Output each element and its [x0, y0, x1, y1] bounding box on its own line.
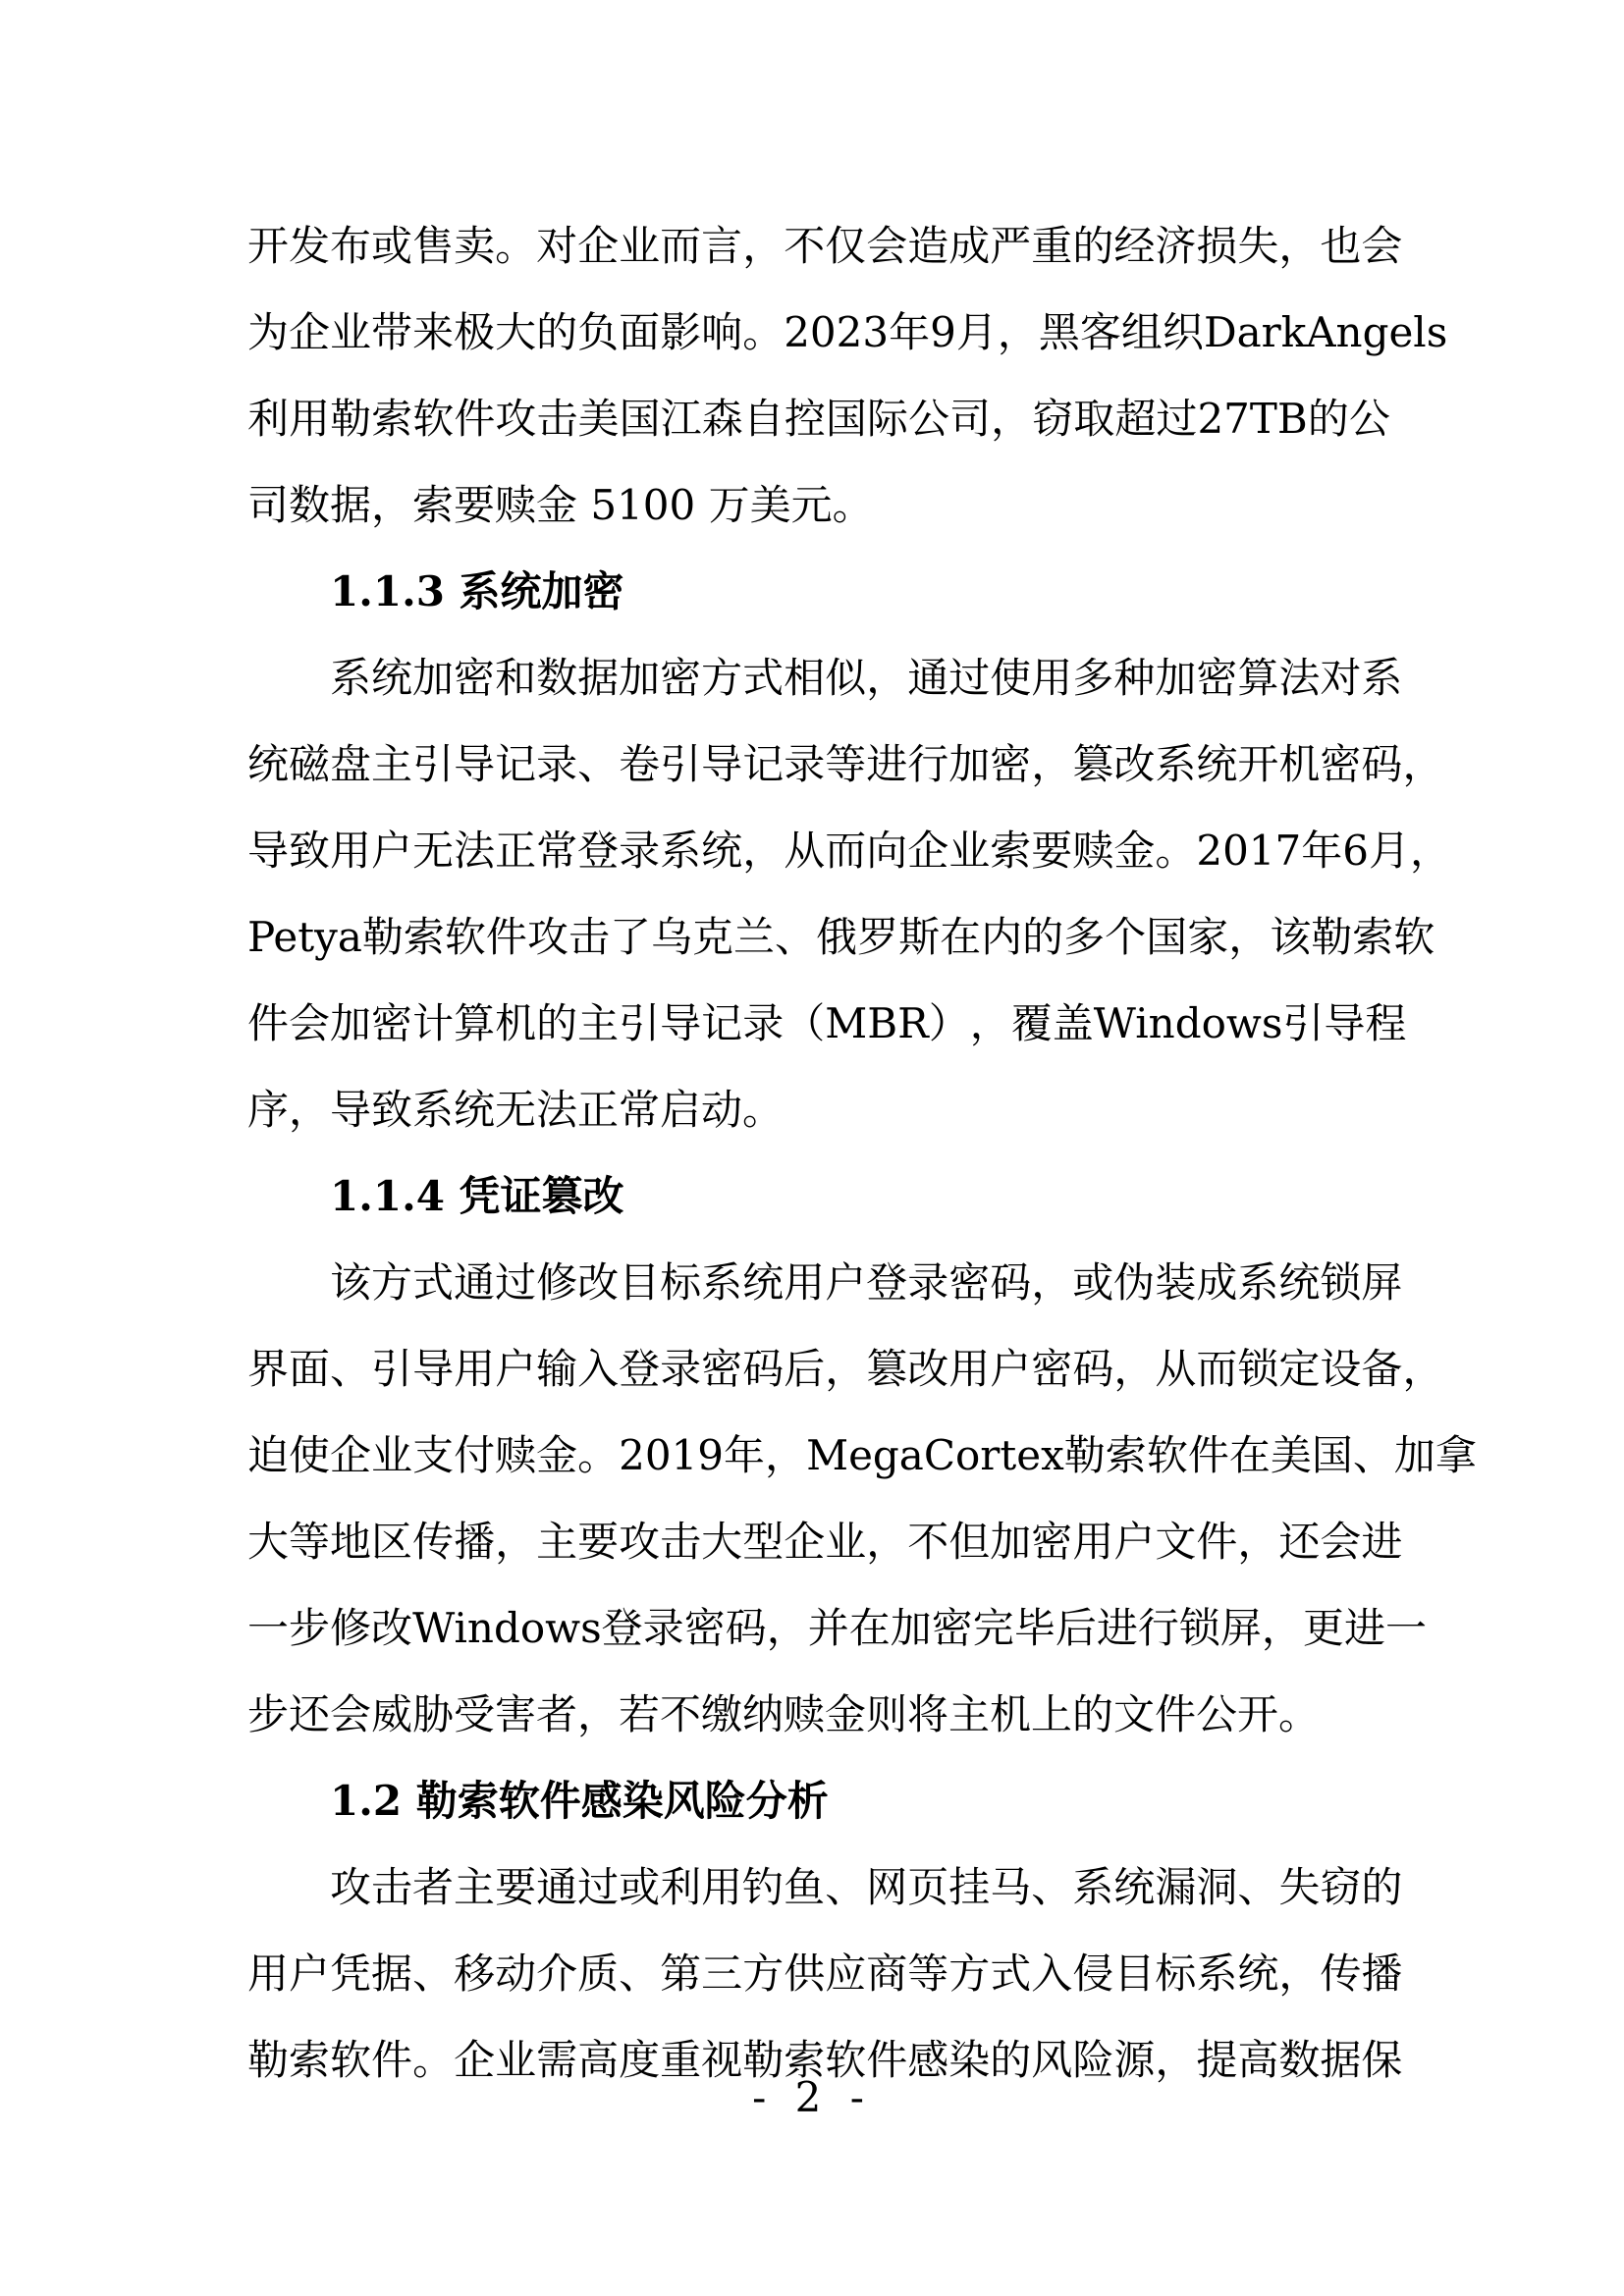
paragraph-line: 攻 击 者 主 要 通 过 或 利 用 钓 鱼 、 网 页 挂 马 、 系 统 漏 洞 、 失 窃 的 — [330, 1863, 1403, 1911]
paragraph-line: 件 会 加 密 计 算 机 的 主 引 导 记 录 （ MBR ） ， 覆 盖 Windows 引 导 程 — [247, 999, 1407, 1047]
paragraph-line: 系 统 加 密 和 数 据 加 密 方 式 相 似 ， 通 过 使 用 多 种 加 密 算 法 对 系 — [330, 654, 1403, 702]
section-heading: 1.1.4 凭证篡改 — [330, 1172, 624, 1220]
paragraph-line: 勒 索 软 件 。 企 业 需 高 度 重 视 勒 索 软 件 感 染 的 风 险 源 ， 提 高 数 据 保 — [247, 2036, 1403, 2084]
page-number: - 2 - — [752, 2073, 872, 2121]
paragraph-line: 一 步 修 改 Windows 登 录 密 码 ， 并 在 加 密 完 毕 后 进 行 锁 屏 ， 更 进 一 — [247, 1604, 1427, 1652]
paragraph-line: 序，导致系统无法正常启动。 — [247, 1086, 785, 1134]
paragraph-line: 用 户 凭 据 、 移 动 介 质 、 第 三 方 供 应 商 等 方 式 入 侵 目 标 系 统 ， 传 播 — [247, 1949, 1403, 1998]
paragraph-line: 大 等 地 区 传 播 ， 主 要 攻 击 大 型 企 业 ， 不 但 加 密 用 户 文 件 ， 还 会 进 — [247, 1518, 1403, 1566]
paragraph-line: 开 发 布 或 售 卖 。 对 企 业 而 言 ， 不 仅 会 造 成 严 重 的 经 济 损 失 ， 也 会 — [247, 222, 1403, 270]
paragraph-line: Petya 勒 索 软 件 攻 击 了 乌 克 兰 、 俄 罗 斯 在 内 的 多 个 国 家 ， 该 勒 索 软 — [247, 913, 1435, 961]
paragraph-line: 利 用 勒 索 软 件 攻 击 美 国 江 森 自 控 国 际 公 司 ， 窃 取 超 过 27TB 的 公 — [247, 395, 1390, 443]
section-heading: 1.1.3 系统加密 — [330, 567, 624, 615]
paragraph-line: 为 企 业 带 来 极 大 的 负 面 影 响 。 2023 年 9 月 ， 黑 客 组 织 Dark Angels — [247, 308, 1448, 356]
paragraph-line: 界 面 、 引 导 用 户 输 入 登 录 密 码 后 ， 篡 改 用 户 密 码 ， 从 而 锁 定 设 备 ， — [247, 1345, 1444, 1393]
document-body — [247, 203, 1477, 2104]
paragraph-line: 导 致 用 户 无 法 正 常 登 录 系 统 ， 从 而 向 企 业 索 要 赎 金 。 2017 年 6 月 ， — [247, 827, 1452, 875]
paragraph-line: 该 方 式 通 过 修 改 目 标 系 统 用 户 登 录 密 码 ， 或 伪 装 成 系 统 锁 屏 — [330, 1258, 1403, 1307]
paragraph-line: 统 磁 盘 主 引 导 记 录 、 卷 引 导 记 录 等 进 行 加 密 ， 篡 改 系 统 开 机 密 码 ， — [247, 740, 1444, 788]
paragraph-line: 司数据，索要赎金 5100 万美元。 — [247, 481, 874, 529]
section-heading: 1.2 勒索软件感染风险分析 — [330, 1777, 829, 1825]
paragraph-line: 步还会威胁受害者，若不缴纳赎金则将主机上的文件公开。 — [247, 1690, 1321, 1738]
paragraph-line: 迫 使 企 业 支 付 赎 金 。 2019 年 ， MegaCortex 勒 索 软 件 在 美 国 、 加 拿 — [247, 1431, 1477, 1479]
